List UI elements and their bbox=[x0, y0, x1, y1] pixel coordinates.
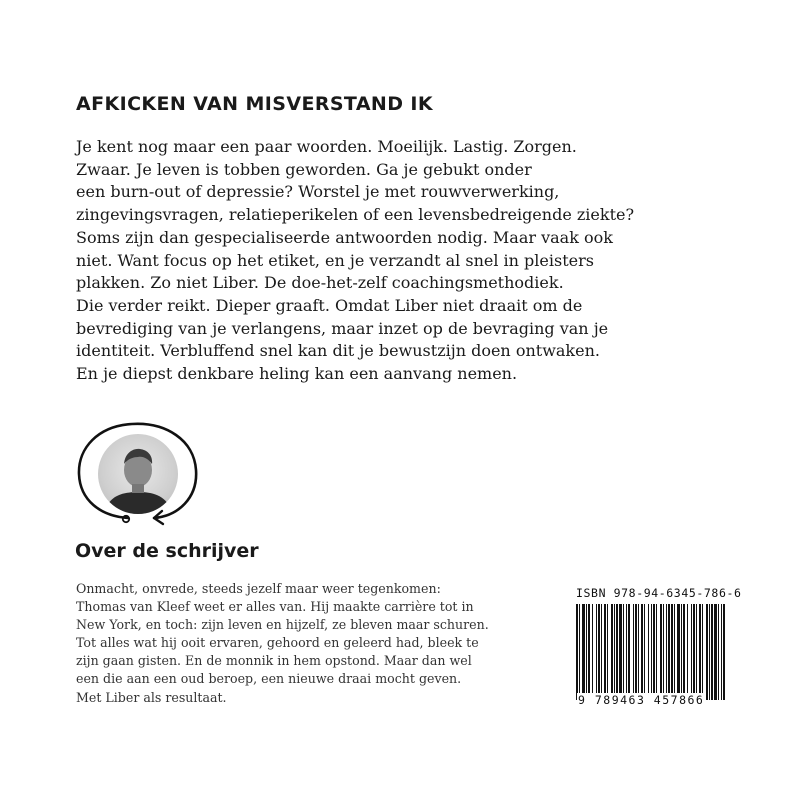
bio-line: Met Liber als resultaat. bbox=[76, 689, 227, 705]
barcode-bar bbox=[586, 604, 587, 700]
barcode-bar bbox=[702, 604, 703, 700]
barcode-bar bbox=[633, 604, 634, 700]
barcode-bar bbox=[663, 604, 664, 700]
barcode-bar bbox=[714, 604, 717, 700]
barcode-bar bbox=[648, 604, 649, 700]
barcode-bar bbox=[596, 604, 597, 700]
barcode-bar bbox=[691, 604, 692, 700]
blurb-line: een burn-out of depressie? Worstel je met rouwverwerking, bbox=[76, 182, 560, 202]
barcode-bar bbox=[601, 604, 602, 700]
barcode-bar bbox=[666, 604, 667, 700]
cover-title: AFKICKEN VAN MISVERSTAND IK bbox=[76, 93, 434, 115]
blurb-line: Soms zijn dan gespecialiseerde antwoorden nodig. Maar vaak ook bbox=[76, 227, 613, 247]
isbn-digits: 9 789463 457866 bbox=[578, 693, 705, 707]
barcode-bar bbox=[671, 604, 673, 700]
barcode-bar bbox=[718, 604, 719, 700]
barcode-bar bbox=[588, 604, 590, 700]
barcode-bar bbox=[592, 604, 593, 700]
barcode-bar bbox=[660, 604, 662, 700]
author-silhouette-icon bbox=[98, 434, 178, 514]
barcode-bar bbox=[687, 604, 688, 700]
bio-line: Thomas van Kleef weet er alles van. Hij maakte carrière tot in bbox=[76, 599, 474, 615]
barcode-bar bbox=[711, 604, 713, 700]
blurb-text bbox=[76, 136, 736, 386]
barcode-bar bbox=[699, 604, 701, 700]
barcode-bar bbox=[683, 604, 685, 700]
blurb-line: zingevingsvragen, relatieperikelen of een levensbedreigende ziekte? bbox=[76, 205, 635, 225]
barcode-bar bbox=[604, 604, 606, 700]
blurb-line: Die verder reikt. Dieper graaft. Omdat Liber niet draait om de bbox=[76, 295, 583, 315]
barcode-bar bbox=[721, 604, 722, 700]
barcode-bar bbox=[635, 604, 637, 700]
barcode-bar bbox=[628, 604, 630, 700]
blurb-line: bevrediging van je verlangens, maar inzet op de bevraging van je bbox=[76, 318, 609, 338]
barcode-bar bbox=[674, 604, 675, 700]
barcode-bar bbox=[653, 604, 655, 700]
barcode-bar bbox=[619, 604, 622, 700]
barcode-bar bbox=[626, 604, 627, 700]
barcode-bar bbox=[582, 604, 585, 700]
barcode-bar bbox=[576, 604, 578, 700]
barcode-bar bbox=[668, 604, 670, 700]
blurb-line: En je diepst denkbare heling kan een aanvang nemen. bbox=[76, 364, 518, 384]
blurb-line: identiteit. Verbluffend snel kan dit je bewustzijn doen ontwaken. bbox=[76, 341, 600, 361]
barcode-bar bbox=[693, 604, 695, 700]
author-photo bbox=[98, 434, 178, 514]
barcode-bar bbox=[641, 604, 643, 700]
blurb-line: plakken. Zo niet Liber. De doe-het-zelf coachingsmethodiek. bbox=[76, 273, 564, 293]
barcode-icon bbox=[576, 604, 726, 700]
blurb-line: niet. Want focus op het etiket, en je verzandt al snel in pleisters bbox=[76, 250, 594, 270]
author-heading: Over de schrijver bbox=[75, 540, 259, 562]
barcode-bar bbox=[623, 604, 624, 700]
isbn-label: ISBN 978-94-6345-786-6 bbox=[576, 586, 742, 600]
author-bio bbox=[76, 580, 516, 707]
bio-line: zijn gaan gisten. En de monnik in hem opstond. Maar dan wel bbox=[76, 653, 472, 669]
barcode-bar bbox=[638, 604, 639, 700]
bio-line: Onmacht, onvrede, steeds jezelf maar weer tegenkomen: bbox=[76, 581, 441, 596]
barcode-bar bbox=[723, 604, 725, 700]
barcode-bar bbox=[696, 604, 697, 700]
barcode-bar bbox=[616, 604, 618, 700]
barcode-bar bbox=[579, 604, 580, 700]
barcode-bar bbox=[656, 604, 657, 700]
bio-line: New York, en toch: zijn leven en hijzelf, ze bleven maar schuren. bbox=[76, 617, 489, 633]
blurb-line: Zwaar. Je leven is tobben geworden. Ga je gebukt onder bbox=[76, 159, 532, 179]
barcode-bar bbox=[651, 604, 652, 700]
bio-line: Tot alles wat hij ooit ervaren, gehoord en geleerd had, bleek te bbox=[76, 635, 479, 651]
barcode-bar bbox=[644, 604, 645, 700]
blurb-line: Je kent nog maar een paar woorden. Moeilijk. Lastig. Zorgen. bbox=[76, 137, 577, 156]
barcode-bar bbox=[709, 604, 710, 700]
barcode-bar bbox=[706, 604, 708, 700]
barcode-bar bbox=[614, 604, 615, 700]
bio-line: een die aan een oud beroep, een nieuwe draai mocht geven. bbox=[76, 671, 462, 687]
barcode-bar bbox=[607, 604, 608, 700]
barcode-bar bbox=[677, 604, 680, 700]
barcode-bar bbox=[681, 604, 682, 700]
author-portrait-frame bbox=[70, 412, 210, 532]
barcode-bar bbox=[611, 604, 613, 700]
barcode-bar bbox=[598, 604, 600, 700]
